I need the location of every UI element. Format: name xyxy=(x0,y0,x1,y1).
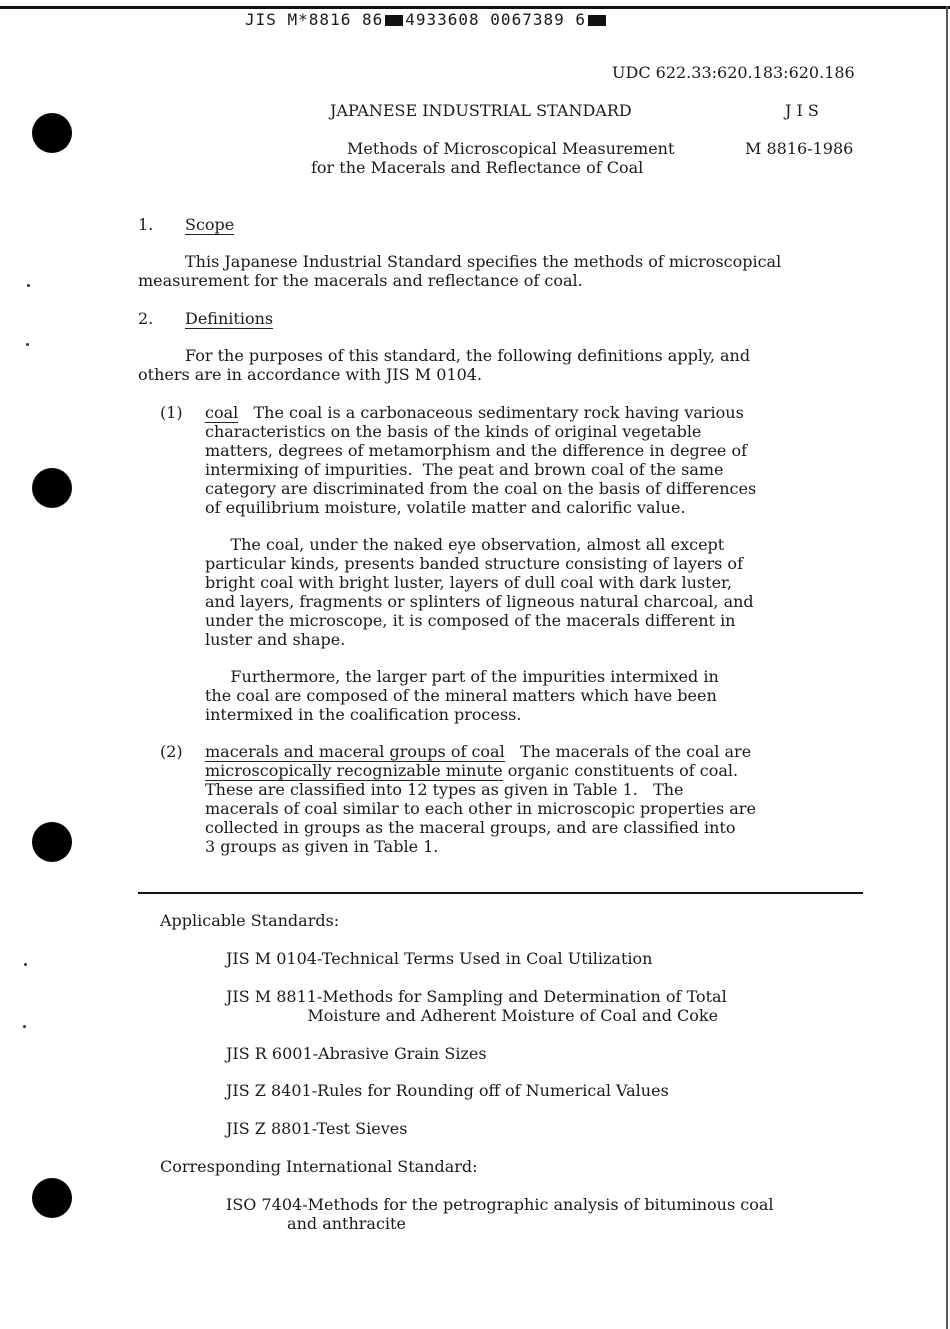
text-line: intermixed in the coalification process. xyxy=(205,705,522,724)
definition-1-first-line xyxy=(205,403,744,422)
section-1-heading xyxy=(185,215,234,234)
text-line: and layers, fragments or splinters of ligneous natural charcoal, and xyxy=(205,592,754,611)
top-border xyxy=(0,6,950,9)
text-line: luster and shape. xyxy=(205,630,346,649)
footnote-divider xyxy=(138,892,863,894)
text-line: collected in groups as the maceral groups, and are classified into xyxy=(205,818,736,837)
applicable-item: JIS M 0104-Technical Terms Used in Coal Utilization xyxy=(226,949,653,968)
section-2-num: 2. xyxy=(138,309,154,328)
section-2-heading-text: Definitions xyxy=(185,309,274,328)
text-line: bright coal with bright luster, layers of dull coal with dark luster, xyxy=(205,573,733,592)
header-code-mid: 4933608 0067389 6 xyxy=(405,10,586,29)
scan-mark xyxy=(23,1025,26,1028)
black-block xyxy=(385,15,403,26)
punch-hole xyxy=(32,822,72,862)
standard-title: JAPANESE INDUSTRIAL STANDARD xyxy=(330,101,632,120)
text-line: 3 groups as given in Table 1. xyxy=(205,837,439,856)
text-line: characteristics on the basis of the kinds of original vegetable xyxy=(205,422,702,441)
applicable-item-cont: Moisture and Adherent Moisture of Coal and Coke xyxy=(226,1006,719,1025)
definition-2-first-line xyxy=(205,742,751,761)
header-code-left: JIS M*8816 86 xyxy=(245,10,384,29)
text-line: matters, degrees of metamorphism and the difference in degree of xyxy=(205,441,748,460)
definition-1-body xyxy=(205,422,756,517)
applicable-item: JIS Z 8401-Rules for Rounding off of Numerical Values xyxy=(226,1081,669,1100)
section-2-text-line2: others are in accordance with JIS M 0104. xyxy=(138,365,483,384)
text-line: Furthermore, the larger part of the impurities intermixed in xyxy=(205,667,719,686)
header-code xyxy=(245,10,608,29)
applicable-heading: Applicable Standards: xyxy=(160,911,340,930)
text-line: These are classified into 12 types as given in Table 1. The xyxy=(205,780,684,799)
applicable-item: JIS Z 8801-Test Sieves xyxy=(226,1119,408,1138)
right-edge xyxy=(946,6,948,1329)
jis-mark: J I S xyxy=(785,101,819,120)
doc-number: M 8816-1986 xyxy=(745,139,854,158)
text-line: under the microscope, it is composed of the macerals different in xyxy=(205,611,736,630)
definition-2-second-line xyxy=(205,761,738,780)
applicable-item: JIS R 6001-Abrasive Grain Sizes xyxy=(226,1044,487,1063)
definition-2-first-line-rest: The macerals of the coal are xyxy=(504,742,752,761)
corresponding-item-line2: and anthracite xyxy=(226,1214,406,1233)
doc-title-line2: for the Macerals and Reflectance of Coal xyxy=(311,158,644,177)
definition-1-para3 xyxy=(205,667,719,724)
definition-1-term: coal xyxy=(205,403,239,422)
corresponding-heading: Corresponding International Standard: xyxy=(160,1157,478,1176)
definition-2-term-cont: microscopically recognizable minute xyxy=(205,761,503,780)
text-line: category are discriminated from the coal on the basis of differences xyxy=(205,479,757,498)
section-1-heading-text: Scope xyxy=(185,215,235,234)
scan-mark xyxy=(24,963,27,966)
applicable-item: JIS M 8811-Methods for Sampling and Determination of Total xyxy=(226,987,727,1006)
section-1-num: 1. xyxy=(138,215,154,234)
text-line: the coal are composed of the mineral matters which have been xyxy=(205,686,717,705)
text-line: intermixing of impurities. The peat and brown coal of the same xyxy=(205,460,724,479)
definition-2-second-line-rest: organic constituents of coal. xyxy=(502,761,739,780)
section-1-text-line1: This Japanese Industrial Standard specifies the methods of microscopical xyxy=(185,252,782,271)
punch-hole xyxy=(32,113,72,153)
black-block xyxy=(588,15,606,26)
punch-hole xyxy=(32,468,72,508)
punch-hole xyxy=(32,1178,72,1218)
section-2-heading xyxy=(185,309,273,328)
scan-mark xyxy=(26,343,29,346)
text-line: particular kinds, presents banded structure consisting of layers of xyxy=(205,554,743,573)
definition-1-first-line-rest: The coal is a carbonaceous sedimentary rock having various xyxy=(238,403,744,422)
definition-1-para2 xyxy=(205,535,754,649)
corresponding-item-line1: ISO 7404-Methods for the petrographic analysis of bituminous coal xyxy=(226,1195,774,1214)
text-line: of equilibrium moisture, volatile matter and calorific value. xyxy=(205,498,686,517)
definition-2-body xyxy=(205,780,756,856)
section-2-text-line1: For the purposes of this standard, the following definitions apply, and xyxy=(185,346,751,365)
text-line: macerals of coal similar to each other in microscopic properties are xyxy=(205,799,756,818)
definition-2-term: macerals and maceral groups of coal xyxy=(205,742,505,761)
doc-title-line1: Methods of Microscopical Measurement xyxy=(347,139,675,158)
section-1-text-line2: measurement for the macerals and reflectance of coal. xyxy=(138,271,583,290)
scan-mark xyxy=(27,284,30,287)
definition-2-num: (2) xyxy=(160,742,183,761)
text-line: The coal, under the naked eye observation, almost all except xyxy=(205,535,725,554)
definition-1-num: (1) xyxy=(160,403,183,422)
udc-code: UDC 622.33:620.183:620.186 xyxy=(612,63,855,82)
